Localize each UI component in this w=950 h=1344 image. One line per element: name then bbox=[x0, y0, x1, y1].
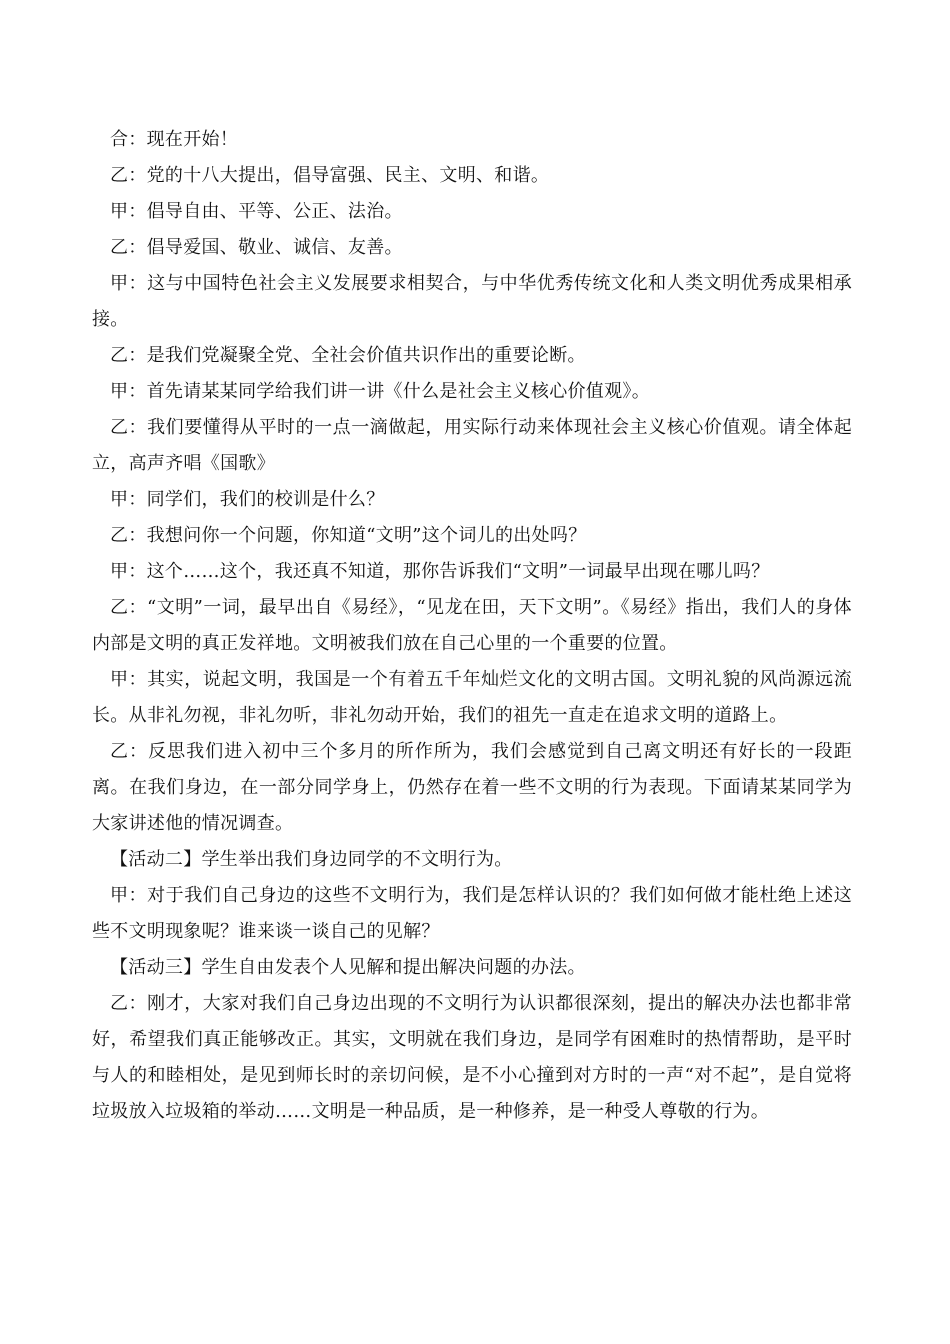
activity-heading: 【活动二】学生举出我们身边同学的不文明行为。 bbox=[110, 849, 513, 870]
document-body bbox=[92, 122, 852, 1130]
paragraph: 乙：是我们党凝聚全党、全社会价值共识作出的重要论断。 bbox=[110, 345, 586, 366]
activity-heading: 【活动三】学生自由发表个人见解和提出解决问题的办法。 bbox=[110, 957, 586, 978]
paragraph: 甲：其实，说起文明，我国是一个有着五千年灿烂文化的文明古国。文明礼貌的风尚源远流长。从非礼勿视，非礼勿听，非礼勿动开始，我们的祖先一直走在追求文明的道路上。 bbox=[92, 669, 852, 726]
paragraph: 乙：我们要懂得从平时的一点一滴做起，用实际行动来体现社会主义核心价值观。请全体起立，高声齐唱《国歌》 bbox=[92, 417, 852, 474]
paragraph: 乙：反思我们进入初中三个多月的所作所为，我们会感觉到自己离文明还有好长的一段距离。在我们身边，在一部分同学身上，仍然存在着一些不文明的行为表现。下面请某某同学为大家讲述他的情况调查。 bbox=[92, 741, 852, 834]
paragraph: 乙：党的十八大提出，倡导富强、民主、文明、和谐。 bbox=[110, 165, 550, 186]
paragraph: 甲：这个……这个，我还真不知道，那你告诉我们“文明”一词最早出现在哪儿吗？ bbox=[110, 561, 770, 582]
paragraph: 甲：对于我们自己身边的这些不文明行为，我们是怎样认识的？我们如何做才能杜绝上述这些不文明现象呢？谁来谈一谈自己的见解？ bbox=[92, 885, 852, 942]
paragraph: 乙：“文明”一词，最早出自《易经》，“见龙在田，天下文明”。《易经》指出，我们人的身体内部是文明的真正发祥地。文明被我们放在自己心里的一个重要的位置。 bbox=[92, 597, 852, 654]
paragraph: 甲：这与中国特色社会主义发展要求相契合，与中华优秀传统文化和人类文明优秀成果相承接。 bbox=[92, 273, 852, 330]
paragraph: 乙：我想问你一个问题，你知道“文明”这个词儿的出处吗？ bbox=[110, 525, 587, 546]
paragraph: 甲：首先请某某同学给我们讲一讲《什么是社会主义核心价值观》。 bbox=[110, 381, 650, 402]
paragraph: 甲：同学们，我们的校训是什么？ bbox=[110, 489, 385, 510]
paragraph: 合：现在开始！ bbox=[110, 129, 239, 150]
paragraph: 甲：倡导自由、平等、公正、法治。 bbox=[110, 201, 403, 222]
paragraph: 乙：倡导爱国、敬业、诚信、友善。 bbox=[110, 237, 403, 258]
paragraph: 乙：刚才，大家对我们自己身边出现的不文明行为认识都很深刻，提出的解决办法也都非常好，希望我们真正能够改正。其实，文明就在我们身边，是同学有困难时的热情帮助，是平时与人的和睦相处，是见到师长时的亲切问候，是不小心撞到对方时的一声“对不起”，是自觉将垃圾放入垃圾箱的举动……文明是一种品质，是一种修养，是一种受人尊敬的行为。 bbox=[92, 993, 852, 1122]
